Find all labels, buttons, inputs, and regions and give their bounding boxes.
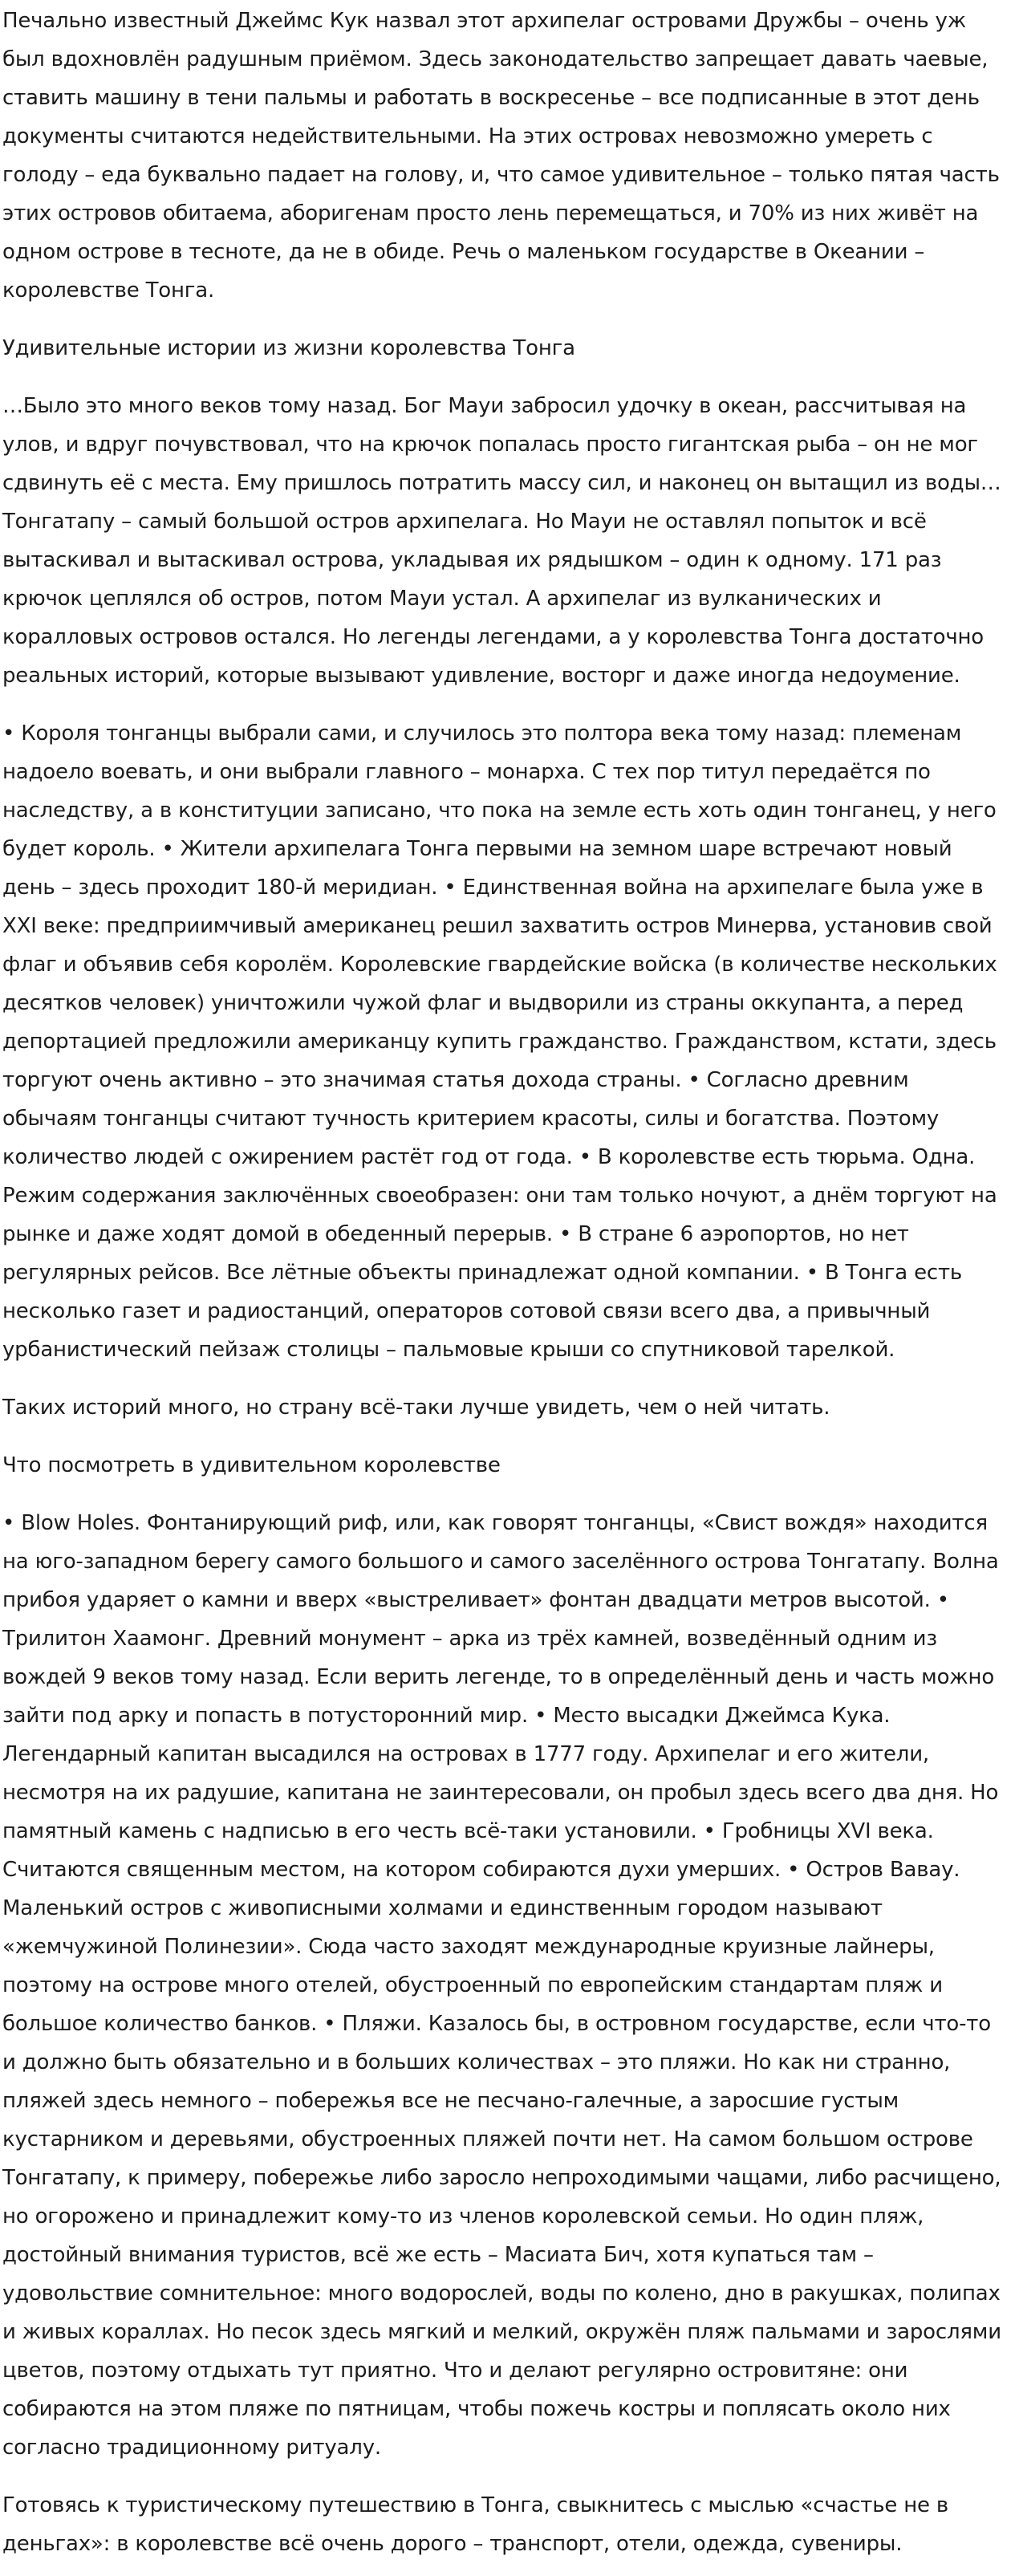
intro-paragraph: Печально известный Джеймс Кук назвал этот архипелаг островами Дружбы – очень уж был вдохновлён радушным приёмом. Здесь законодательство запрещает давать чаевые, ставить машину в тени пальмы и работать в воскресенье – все подписанные в этот день документы считаются недействительными. На этих островах невозможно умереть с голоду – еда буквально падает на голову, и, что самое удивительное – только пятая часть этих островов обитаема, аборигенам просто лень перемещаться, и 70% из них живёт на одном острове в тесноте, да не в обиде. Речь о маленьком государстве в Океании – королевстве Тонга. [2,9,1000,303]
closing-paragraph: Готовясь к туристическому путешествию в Тонга, свыкнитесь с мыслью «счастье не в деньгах»: в королевстве всё очень дорого – транспорт, отели, одежда, сувениры. [2,2493,949,2556]
sights-heading: Что посмотреть в удивительном королевстве [2,1453,501,1477]
sights-list-paragraph: • Blow Holes. Фонтанирующий риф, или, как говорят тонганцы, «Свист вождя» находится на юго-западном берегу самого большого и самого заселённого острова Тонгатапу. Волна прибоя ударяет о камни и вверх «выстреливает» фонтан двадцати метров высотой. • Трилитон Хаамонг. Древний монумент – арка из трёх камней, возведённый одним из вождей 9 веков тому назад. Если верить легенде, то в определённый день и часть можно зайти под арку и попасть в потусторонний мир. • Место высадки Джеймса Кука. Легендарный капитан высадился на островах в 1777 году. Архипелаг и его жители, несмотря на их радушие, капитана не заинтересовали, он пробыл здесь всего два дня. Но памятный камень с надписью в его честь всё-таки установили. • Гробницы XVI века. Считаются священным местом, на котором собираются духи умерших. • Остров Вавау. Маленький остров с живописными холмами и единственным городом называют «жемчужиной Полинезии». Сюда часто заходят международные круизные лайнеры, поэтому на острове много отелей, обустроенный по европейским стандартам пляж и большое количество банков. • Пляжи. Казалось бы, в островном государстве, если что-то и должно быть обязательно и в больших количествах – это пляжи. Но как ни странно, пляжей здесь немного – побережья все не песчано-галечные, а заросшие густым кустарником и деревьями, обустроенных пляжей почти нет. На самом большом острове Тонгатапу, к примеру, побережье либо заросло непроходимыми чащами, либо расчищено, но огорожено и принадлежит кому-то из членов королевской семьи. Но один пляж, достойный внимания туристов, всё же есть – Масиата Бич, хотя купаться там – удовольствие сомнительное: много водорослей, воды по колено, дно в ракушках, полипах и живых кораллах. Но песок здесь мягкий и мелкий, окружён пляж пальмами и зарослями цветов, поэтому отдыхать тут приятно. Что и делают регулярно островитяне: они собираются на этом пляже по пятницам, чтобы пожечь костры и поплясать около них согласно традиционному ритуалу. [2,1511,1001,2460]
transition-paragraph: Таких историй много, но страну всё-таки лучше увидеть, чем о ней читать. [2,1396,830,1420]
stories-heading: Удивительные истории из жизни королевства Тонга [2,336,575,360]
legend-paragraph: …Было это много веков тому назад. Бог Мауи забросил удочку в океан, рассчитывая на улов, и вдруг почувствовал, что на крючок попалась просто гигантская рыба – он не мог сдвинуть её с места. Ему пришлось потратить массу сил, и наконец он вытащил из воды… Тонгатапу – самый большой остров архипелага. Но Мауи не оставлял попыток и всё вытаскивал и вытаскивал острова, укладывая их рядышком – один к одному. 171 раз крючок цеплялся об остров, потом Мауи устал. А архипелаг из вулканических и коралловых островов остался. Но легенды легендами, а у королевства Тонга достаточно реальных историй, которые вызывают удивление, восторг и даже иногда недоумение. [2,394,1001,688]
facts-list-paragraph: • Короля тонганцы выбрали сами, и случилось это полтора века тому назад: племенам надоело воевать, и они выбрали главного – монарха. С тех пор титул передаётся по наследству, а в конституции записано, что пока на земле есть хоть один тонганец, у него будет король. • Жители архипелага Тонга первыми на земном шаре встречают новый день – здесь проходит 180-й меридиан. • Единственная война на архипелаге была уже в XXI веке: предприимчивый американец решил захватить остров Минерва, установив свой флаг и объявив себя королём. Королевские гвардейские войска (в количестве нескольких десятков человек) уничтожили чужой флаг и выдворили из страны оккупанта, а перед депортацией предложили американцу купить гражданство. Гражданством, кстати, здесь торгуют очень активно – это значимая статья дохода страны. • Согласно древним обычаям тонганцы считают тучность критерием красоты, силы и богатства. Поэтому количество людей с ожирением растёт год от года. • В королевстве есть тюрьма. Одна. Режим содержания заключённых своеобразен: они там только ночуют, а днём торгуют на рынке и даже ходят домой в обеденный перерыв. • В стране 6 аэропортов, но нет регулярных рейсов. Все лётные объекты принадлежат одной компании. • В Тонга есть несколько газет и радиостанций, операторов сотовой связи всего два, а привычный урбанистический пейзаж столицы – пальмовые крыши со спутниковой тарелкой. [2,721,997,1362]
